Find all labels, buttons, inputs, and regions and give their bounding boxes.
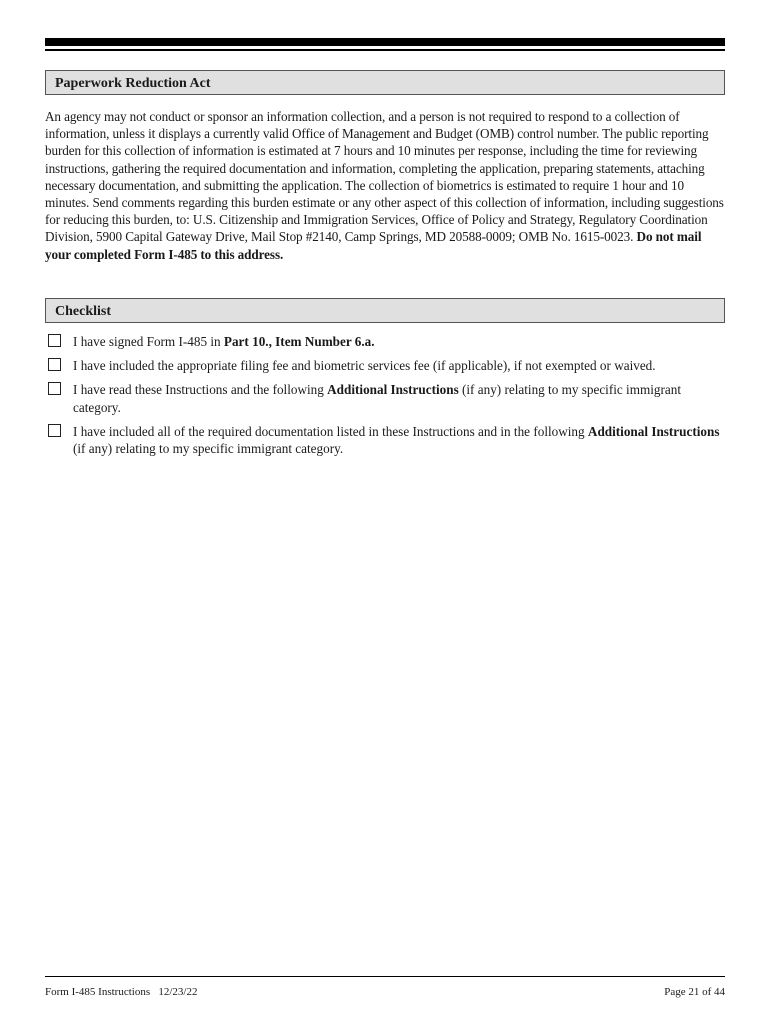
footer-page-number: Page 21 of 44	[664, 986, 725, 998]
paperwork-body: An agency may not conduct or sponsor an information collection, and a person is not required to respond to a collection of information, unless it displays a currently valid Office of Management and Budget (OMB) control number. The public reporting burden for this collection of information is estimated at 7 hours and 10 minutes per response, including the time for reviewing instructions, gathering the required documentation and information, completing the application, preparing statements, attaching necessary documentation, and submitting the application. The collection of biometrics is estimated to require 1 hour and 10 minutes. Send comments regarding this burden estimate or any other aspect of this collection of information, including suggestions for reducing this burden, to: U.S. Citizenship and Immigration Services, Office of Policy and Strategy, Regulatory Coordination Division, 5900 Capital Gateway Drive, Mail Stop #2140, Camp Springs, MD 20588-0009; OMB No. 1615-0023.	[45, 109, 724, 245]
item-text: I have read these Instructions and the following	[73, 382, 328, 398]
checkbox-fee[interactable]	[48, 358, 61, 371]
item-text-bold: Part 10., Item Number 6.a.	[223, 334, 375, 349]
paperwork-bold-note: Do not mail your completed Form I-485 to this address.	[45, 229, 702, 262]
checklist-item-signed	[48, 333, 724, 350]
footer-rule	[45, 976, 725, 977]
item-text: I have included the appropriate filing fee and biometric services fee (if applicable), if not exempted or waived.	[73, 358, 656, 374]
checklist	[48, 333, 724, 464]
item-text: I have included all of the required documentation listed in these Instructions and in the following	[73, 423, 588, 439]
paperwork-paragraph	[45, 108, 725, 263]
item-text-bold: Additional Instructions	[587, 423, 720, 439]
footer-form-id: Form I-485 Instructions 12/23/22	[45, 986, 198, 998]
item-text: I have signed Form I-485 in	[73, 334, 224, 349]
checkbox-documentation[interactable]	[48, 424, 61, 437]
checkbox-signed[interactable]	[48, 334, 61, 347]
checklist-item-documentation	[48, 423, 724, 457]
checklist-heading: Checklist	[45, 298, 725, 323]
checkbox-read-instructions[interactable]	[48, 382, 61, 395]
item-text-bold: Additional Instructions	[327, 382, 459, 398]
top-rule-thick	[45, 38, 725, 46]
paperwork-heading: Paperwork Reduction Act	[45, 70, 725, 95]
item-text-after: (if any) relating to my specific immigrant category.	[73, 441, 344, 457]
checklist-item-read-instructions	[48, 381, 724, 415]
checklist-item-fee	[48, 357, 724, 374]
item-text-after: (if any) relating to my specific immigrant category.	[73, 382, 681, 415]
top-rule-thin	[45, 49, 725, 51]
